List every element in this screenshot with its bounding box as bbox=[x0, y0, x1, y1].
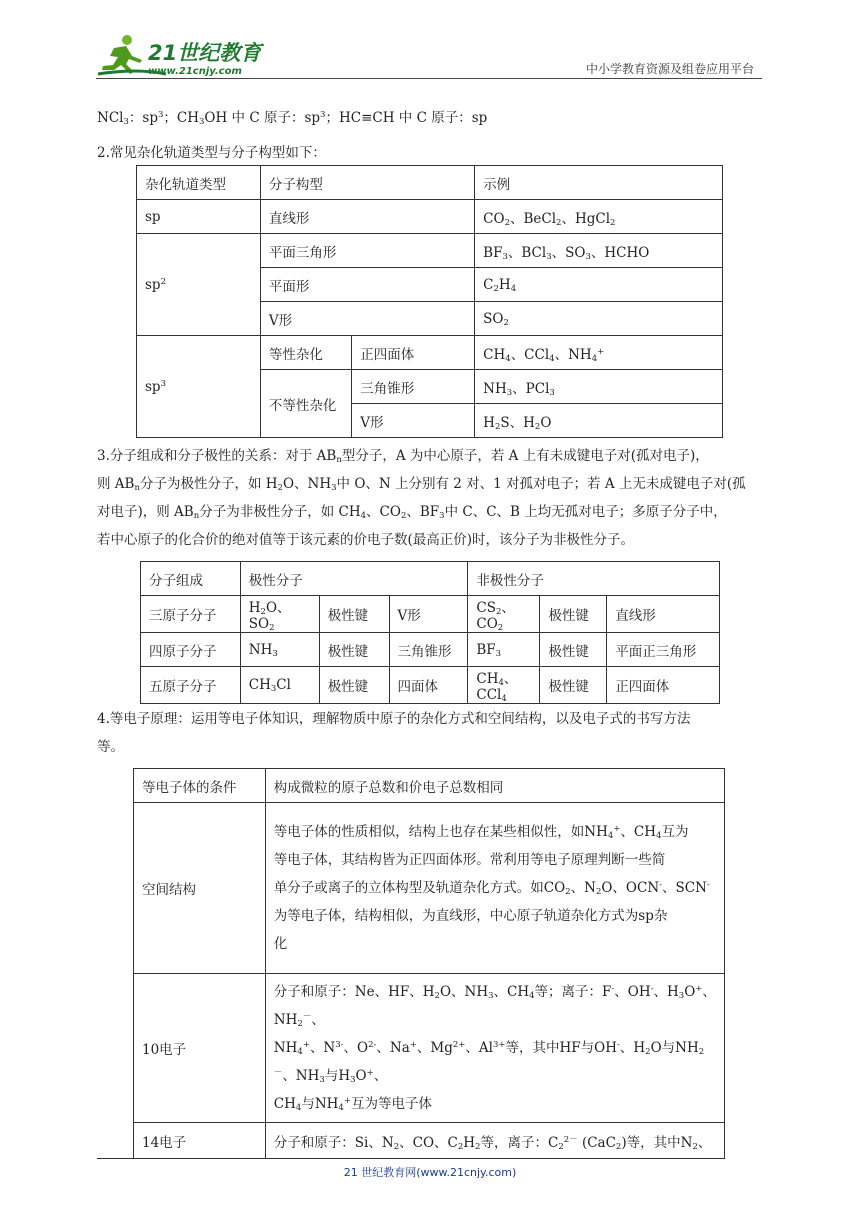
bond-cell: 极性键 bbox=[540, 596, 607, 633]
example-cell: $C_2H_4$ bbox=[475, 268, 723, 302]
hybrid-type: sp bbox=[137, 200, 261, 234]
shape-cell: 平面形 bbox=[260, 268, 474, 302]
table-row bbox=[137, 234, 723, 268]
description-cell: 分子和原子：Ne、HF、$H_2O$、$NH_3$、$CH_4$等；离子：F-、OH-、$H_3O^+$、$NH_2^-$、 $NH_4^+$、$N^{3-}$、$O^{2-}$、Na+、$Mg^{2+}$、$Al^{3+}$等，其中HF与OH-、$H_2O$与$NH_2^-$、$NH_3$与$H_3O^+$、 $CH_4$与$NH_4^+$互为等电子体 bbox=[265, 974, 724, 1123]
hybrid-type: $sp^3$ bbox=[137, 336, 261, 438]
logo-text: 21世纪教育 bbox=[148, 41, 262, 65]
bond-cell: 极性键 bbox=[319, 596, 389, 633]
example-cell: $CH_4$、CCl$_4$、$NH_4^+$ bbox=[475, 336, 723, 370]
isoelectronic-table bbox=[133, 768, 725, 1159]
row-label: 14电子 bbox=[134, 1123, 266, 1159]
table-row bbox=[134, 1123, 725, 1159]
example-cell: $SO_2$ bbox=[475, 302, 723, 336]
row-label: 空间结构 bbox=[134, 803, 266, 974]
example-cell: $CH_3Cl$ bbox=[240, 667, 319, 704]
table-row bbox=[137, 336, 723, 370]
section-4-paragraph: 4.等电子原理：运用等电子体知识，理解物质中原子的杂化方式和空间结构，以及电子式的书写方法 等。 bbox=[97, 711, 691, 755]
table-row bbox=[141, 633, 720, 667]
shape-cell: V形 bbox=[352, 404, 475, 438]
bond-cell: 极性键 bbox=[540, 667, 607, 704]
hybrid-type: $sp^2$ bbox=[137, 234, 261, 336]
header-cell: 等电子体的条件 bbox=[134, 769, 266, 803]
composition-cell: 三原子分子 bbox=[141, 596, 241, 633]
description-cell: 分子和原子：Si、$N_2$、CO、$C_2H_2$等，离子：$C_2^{2-}$ (CaC$_2$)等，其中$N_2$、 bbox=[265, 1123, 724, 1159]
footer-link[interactable]: 21 世纪教育网(www.21cnjy.com) bbox=[343, 1166, 517, 1179]
polarity-table bbox=[140, 561, 720, 704]
example-cell: $CH_4$、CCl$_4$ bbox=[468, 667, 540, 704]
platform-name: 中小学教育资源及组卷应用平台 bbox=[585, 62, 754, 76]
hybridization-examples-line: NCl$_3$：$sp^3$；$CH_3OH$ 中 C 原子：$sp^3$；HC≡CH 中 C 原子：sp bbox=[97, 110, 488, 127]
header-cell: 极性分子 bbox=[240, 562, 468, 596]
section-2-title: 2.常见杂化轨道类型与分子构型如下： bbox=[97, 145, 326, 161]
shape-cell: 平面正三角形 bbox=[607, 633, 720, 667]
shape-cell: 正四面体 bbox=[607, 667, 720, 704]
example-cell: $NH_3$ bbox=[240, 633, 319, 667]
shape-cell: V形 bbox=[389, 596, 468, 633]
header-cell: 分子组成 bbox=[141, 562, 241, 596]
table-row bbox=[141, 596, 720, 633]
section-3-paragraph: 3.分子组成和分子极性的关系：对于 $AB_n$型分子，A 为中心原子，若 A 上有未成键电子对(孤对电子)， 则 $AB_n$分子为极性分子，如 $H_2O$、$NH_3$中 O、N 上分别有 2 对、1 对孤对电子；若 A 上无未成键电子对(孤 对电子)，则 $AB_n$分子为非极性分子，如 $CH_4$、$CO_2$、$BF_3$中 C、C、B 上均无孤对电子；多原子分子中， 若中心原子的化合价的绝对值等于该元素的价电子数(最高正价)时，该分子为非极性分子。 bbox=[97, 448, 746, 548]
composition-cell: 四原子分子 bbox=[141, 633, 241, 667]
table-row bbox=[134, 803, 725, 974]
bond-cell: 极性键 bbox=[540, 633, 607, 667]
subtype-cell: 等性杂化 bbox=[260, 336, 351, 370]
subtype-cell: 不等性杂化 bbox=[260, 370, 351, 438]
example-cell: $H_2O$、$SO_2$ bbox=[240, 596, 319, 633]
header-divider bbox=[96, 78, 762, 79]
footer-divider bbox=[97, 1158, 707, 1159]
example-cell: $CS_2$、$CO_2$ bbox=[468, 596, 540, 633]
header-cell: 构成微粒的原子总数和价电子总数相同 bbox=[265, 769, 724, 803]
shape-cell: V形 bbox=[260, 302, 474, 336]
shape-cell: 三角锥形 bbox=[352, 370, 475, 404]
hybridization-table bbox=[136, 165, 723, 438]
example-cell: $BF_3$ bbox=[468, 633, 540, 667]
shape-cell: 正四面体 bbox=[352, 336, 475, 370]
example-cell: $H_2S$、$H_2O$ bbox=[475, 404, 723, 438]
header-cell: 杂化轨道类型 bbox=[137, 166, 261, 200]
example-cell: $BF_3$、BCl$_3$、$SO_3$、HCHO bbox=[475, 234, 723, 268]
description-cell: 等电子体的性质相似，结构上也存在某些相似性，如$NH_4^+$、$CH_4$互为 等电子体，其结构皆为正四面体形。常利用等电子原理判断一些简 单分子或离子的立体构型及轨道杂化方式。如$CO_2$、$N_2O$、OCN-、SCN- 为等电子体，结构相似，为直线形，中心原子轨道杂化方式为sp杂 化 bbox=[265, 803, 724, 974]
table-row bbox=[134, 974, 725, 1123]
header-cell: 示例 bbox=[475, 166, 723, 200]
shape-cell: 直线形 bbox=[260, 200, 474, 234]
shape-cell: 三角锥形 bbox=[389, 633, 468, 667]
header-cell: 分子构型 bbox=[260, 166, 474, 200]
shape-cell: 直线形 bbox=[607, 596, 720, 633]
row-label: 10电子 bbox=[134, 974, 266, 1123]
header-cell: 非极性分子 bbox=[468, 562, 720, 596]
table-row bbox=[134, 769, 725, 803]
composition-cell: 五原子分子 bbox=[141, 667, 241, 704]
example-cell: $NH_3$、PCl$_3$ bbox=[475, 370, 723, 404]
bond-cell: 极性键 bbox=[319, 667, 389, 704]
table-row bbox=[141, 667, 720, 704]
table-row bbox=[137, 166, 723, 200]
table-row bbox=[137, 200, 723, 234]
shape-cell: 四面体 bbox=[389, 667, 468, 704]
example-cell: $CO_2$、BeCl$_2$、HgCl$_2$ bbox=[475, 200, 723, 234]
logo bbox=[96, 30, 276, 80]
logo-url: www.21cnjy.com bbox=[148, 66, 242, 77]
bond-cell: 极性键 bbox=[319, 633, 389, 667]
shape-cell: 平面三角形 bbox=[260, 234, 474, 268]
table-row bbox=[141, 562, 720, 596]
